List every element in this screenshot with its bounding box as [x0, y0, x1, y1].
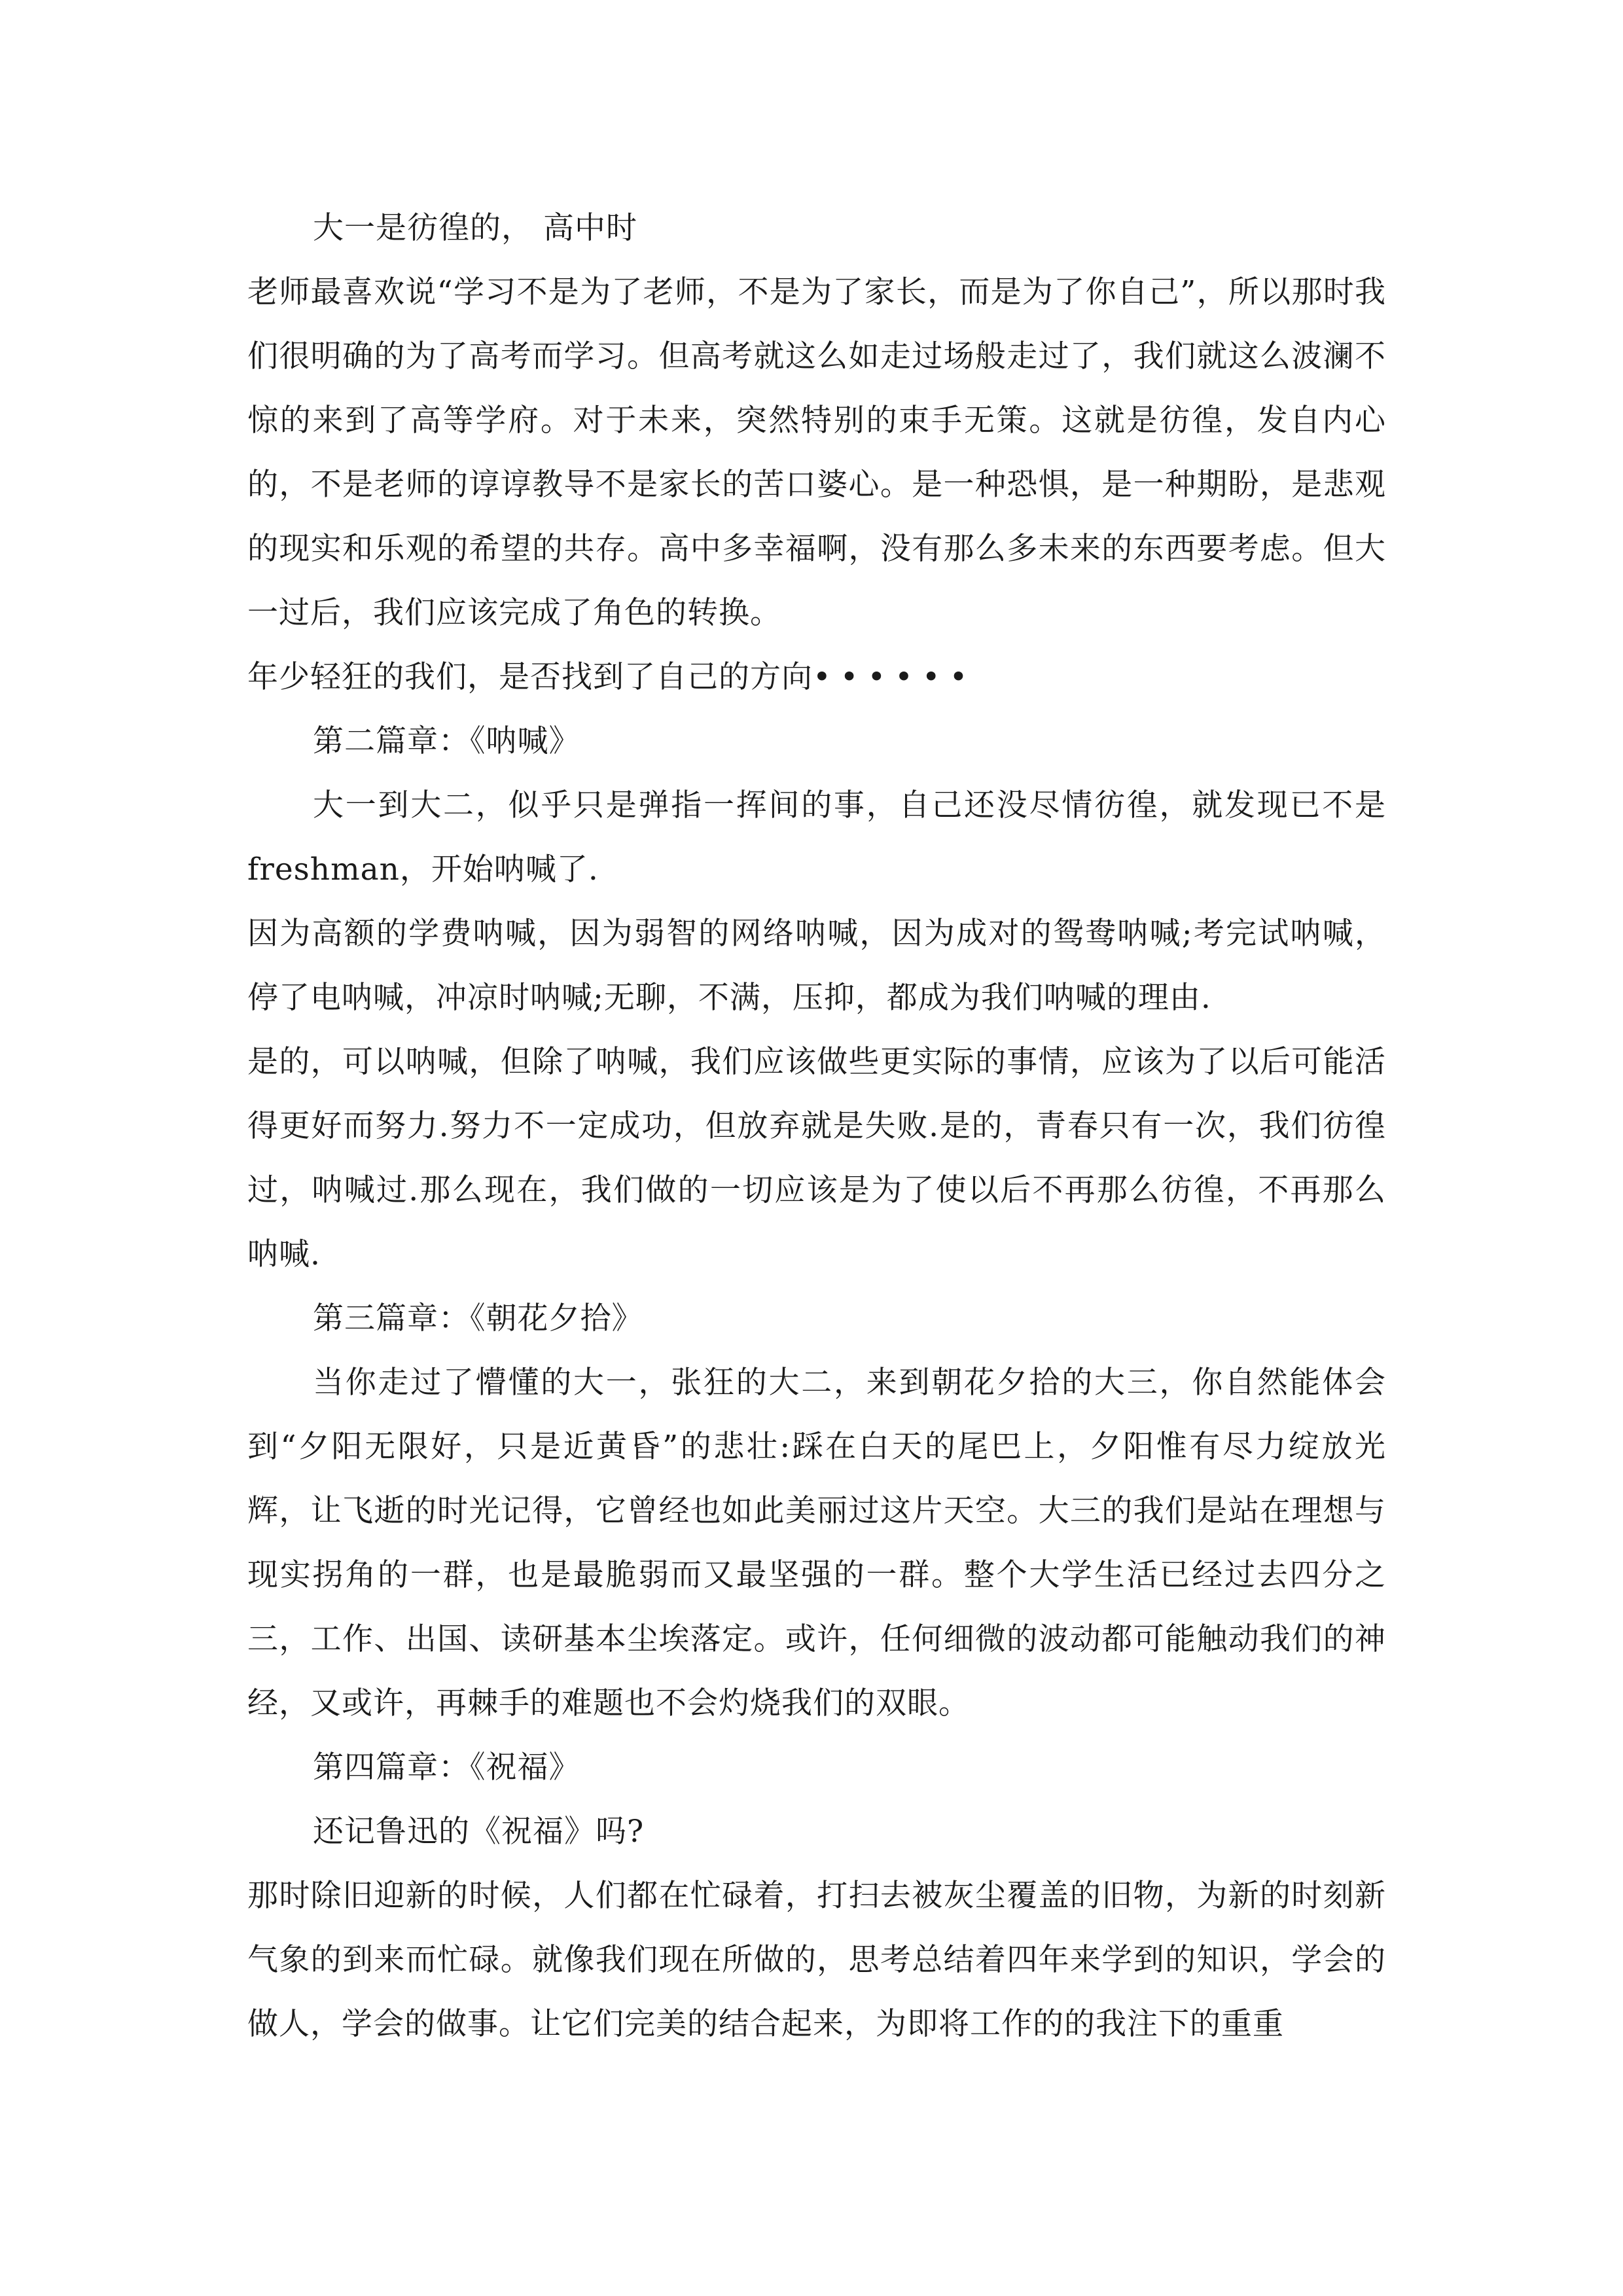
chapter-heading: 第四篇章：《祝福》 — [313, 1749, 580, 1785]
body-text: 年少轻狂的我们，是否找到了自己的方向 — [247, 659, 813, 695]
chapter-heading: 第三篇章：《朝花夕拾》 — [313, 1300, 643, 1336]
document-body — [247, 196, 1386, 2056]
body-paragraph: 大一到大二，似乎只是弹指一挥间的事，自己还没尽情彷徨，就发现已不是freshman，开始呐喊了. — [247, 787, 1386, 888]
body-paragraph: 老师最喜欢说“学习不是为了老师，不是为了家长，而是为了你自己”，所以那时我们很明确的为了高考而学习。但高考就这么如走过场般走过了，我们就这么波澜不惊的来到了高等学府。对于未来，突然特别的束手无策。这就是彷徨，发自内心的，不是老师的谆谆教导不是家长的苦口婆心。是一种恐惧，是一种期盼，是悲观的现实和乐观的希望的共存。高中多幸福啊，没有那么多未来的东西要考虑。但大一过后，我们应该完成了角色的转换。 — [247, 274, 1386, 631]
chapter-heading: 第二篇章：《呐喊》 — [313, 723, 580, 759]
body-paragraph: 当你走过了懵懂的大一，张狂的大二，来到朝花夕拾的大三，你自然能体会到“夕阳无限好，只是近黄昏”的悲壮:踩在白天的尾巴上，夕阳惟有尽力绽放光辉，让飞逝的时光记得，它曾经也如此美丽过这片天空。大三的我们是站在理想与现实拐角的一群，也是最脆弱而又最坚强的一群。整个大学生活已经过去四分之三，工作、出国、读研基本尘埃落定。或许，任何细微的波动都可能触动我们的神经，又或许，再棘手的难题也不会灼烧我们的双眼。 — [247, 1365, 1386, 1721]
ellipsis-dots: •••••• — [813, 659, 977, 695]
body-paragraph: 因为高额的学费呐喊，因为弱智的网络呐喊，因为成对的鸳鸯呐喊;考完试呐喊，停了电呐喊，冲凉时呐喊;无聊，不满，压抑，都成为我们呐喊的理由. — [247, 916, 1386, 1016]
body-paragraph: 那时除旧迎新的时候，人们都在忙碌着，打扫去被灰尘覆盖的旧物，为新的时刻新气象的到来而忙碌。就像我们现在所做的，思考总结着四年来学到的知识，学会的做人，学会的做事。让它们完美的结合起来，为即将工作的的我注下的重重 — [247, 1878, 1386, 2042]
body-paragraph — [247, 645, 1386, 709]
intro-paragraph: 大一是彷徨的， 高中时 — [313, 210, 637, 246]
body-paragraph: 是的，可以呐喊，但除了呐喊，我们应该做些更实际的事情，应该为了以后可能活得更好而努力.努力不一定成功，但放弃就是失败.是的，青春只有一次，我们彷徨过，呐喊过.那么现在，我们做的一切应该是为了使以后不再那么彷徨，不再那么呐喊. — [247, 1044, 1386, 1272]
body-paragraph: 还记鲁迅的《祝福》吗? — [313, 1814, 645, 1850]
